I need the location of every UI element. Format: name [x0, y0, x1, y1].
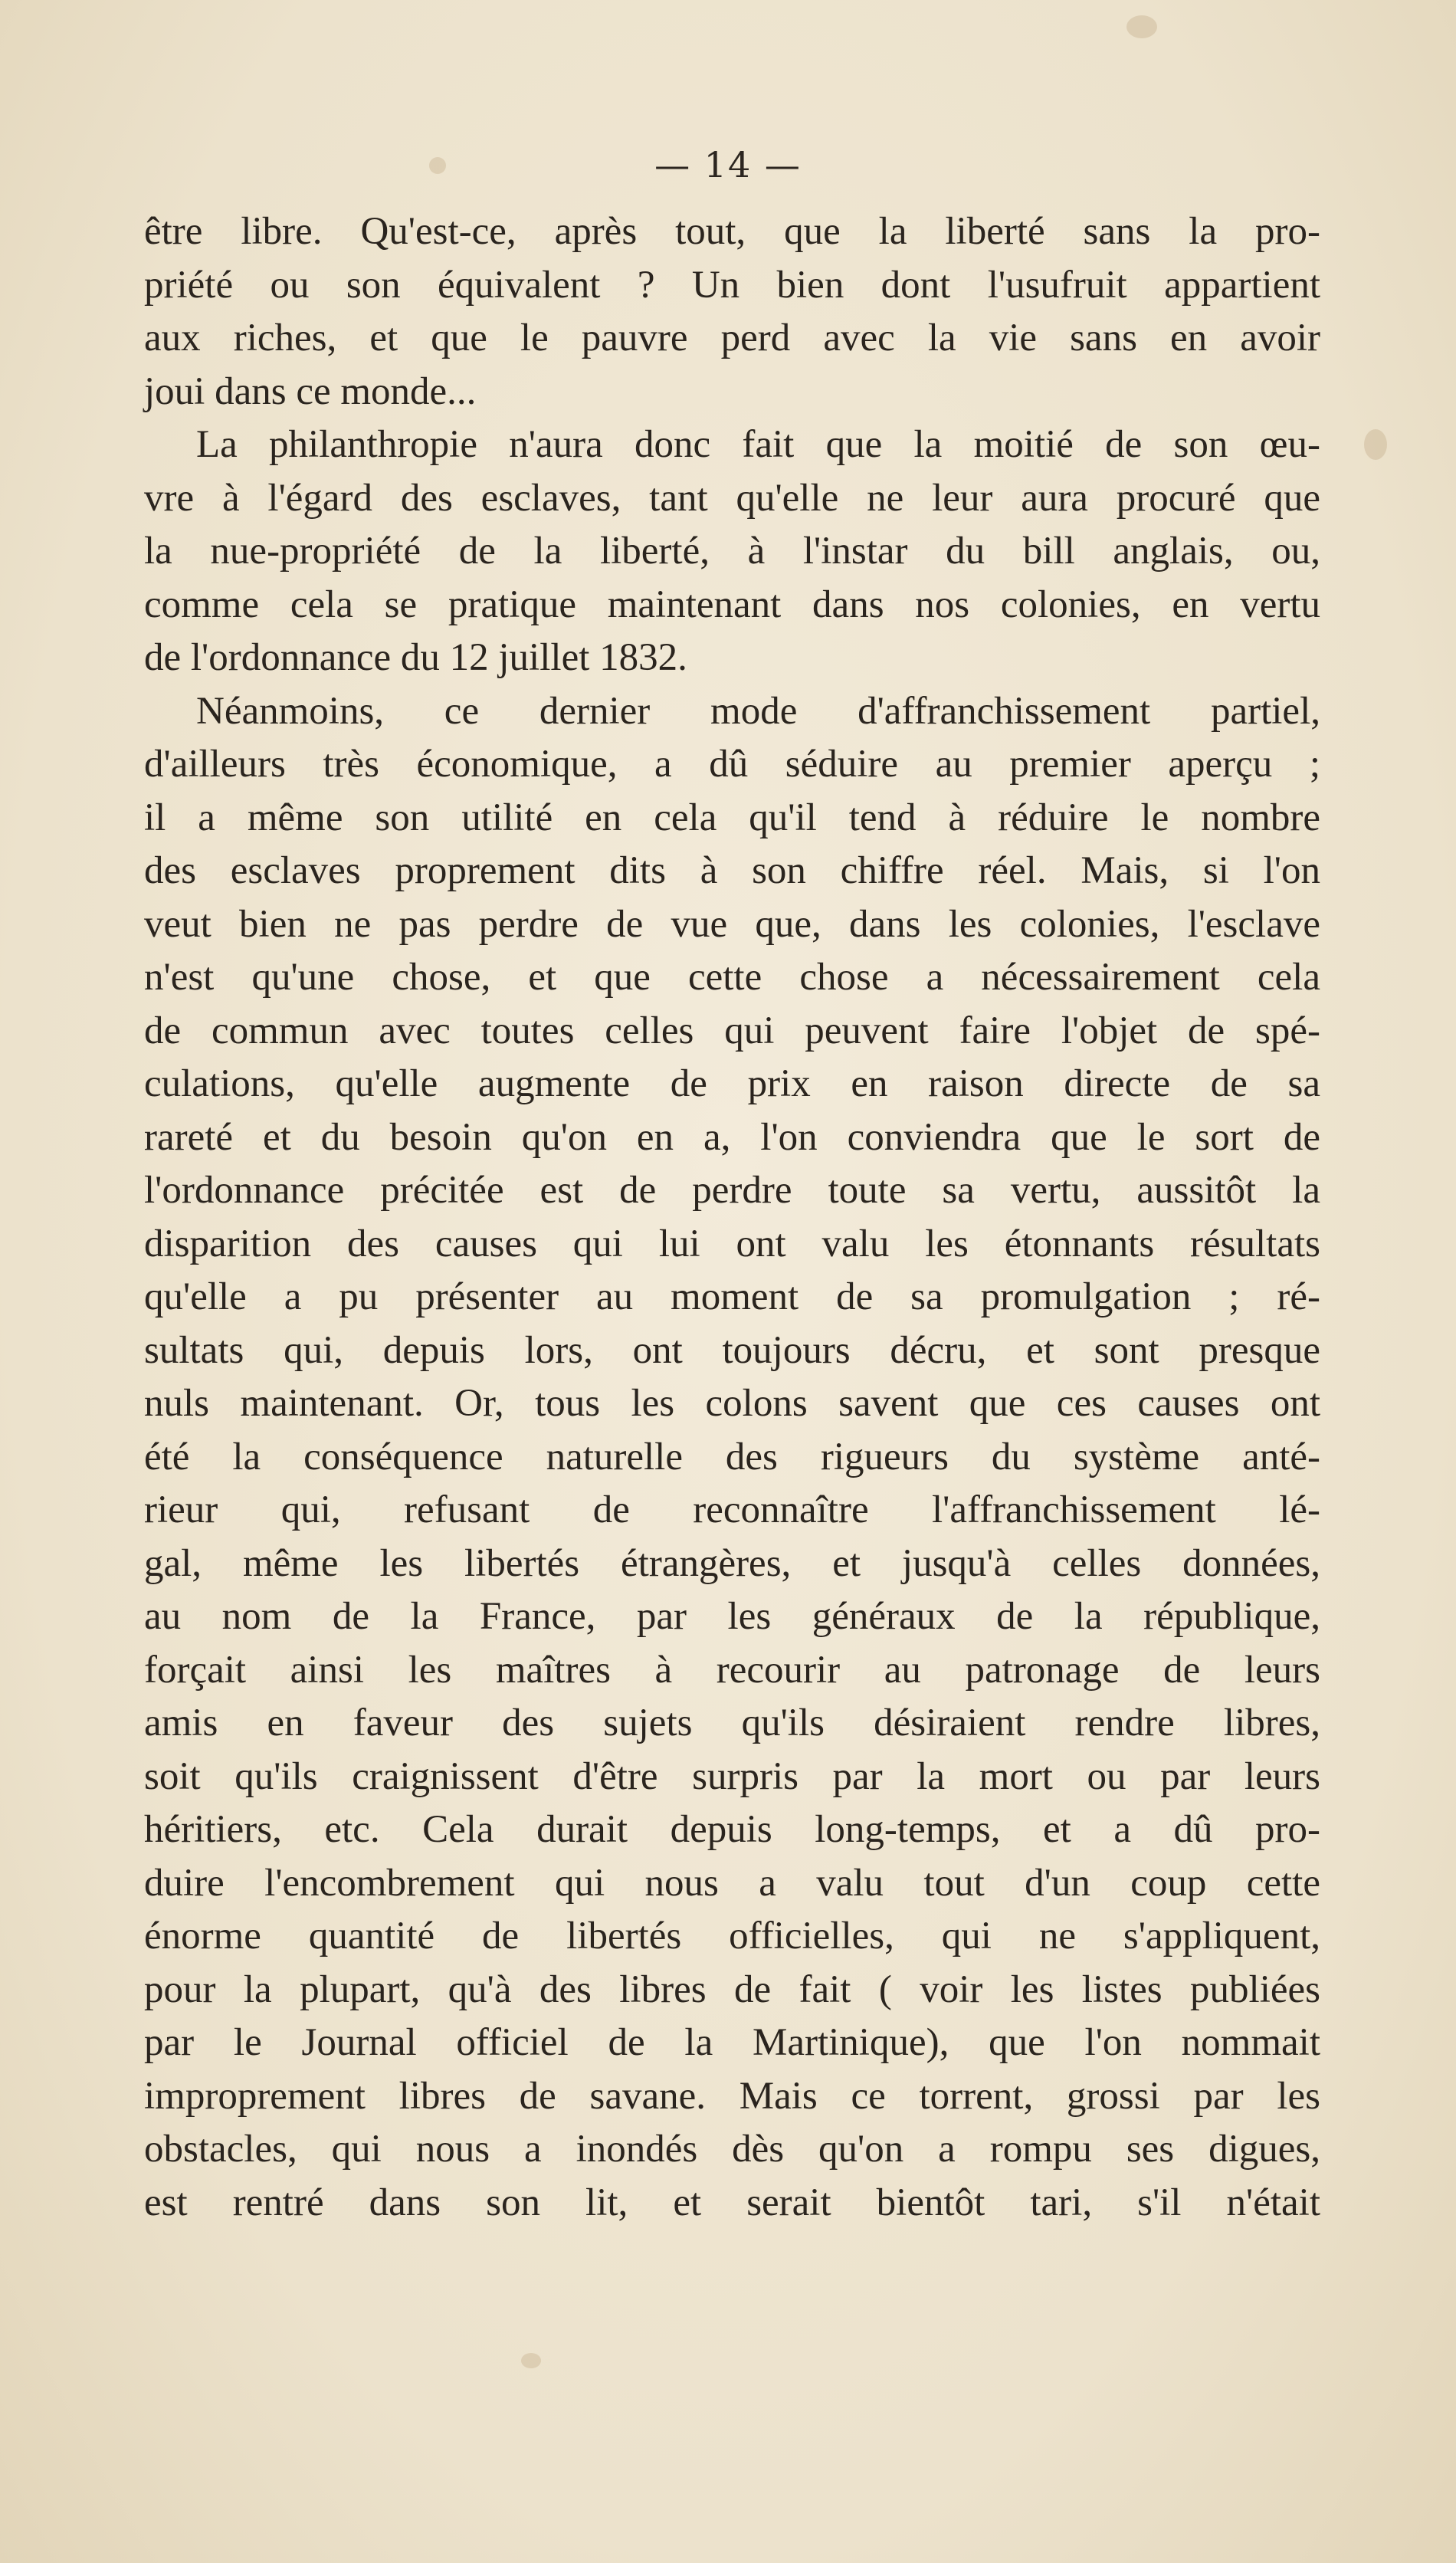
text-line: par le Journal officiel de la Martinique), que l'on nommait [144, 2021, 1320, 2064]
text-line: soit qu'ils craignissent d'être surpris par la mort ou par leurs [144, 1754, 1320, 1798]
text-line: est rentré dans son lit, et serait bientôt tari, s'il n'était [144, 2181, 1320, 2224]
body-text [144, 205, 1320, 2230]
text-line: énorme quantité de libertés officielles, qui ne s'appliquent, [144, 1915, 1320, 1958]
text-line: rareté et du besoin qu'on en a, l'on conviendra que le sort de [144, 1115, 1320, 1159]
paper-stain [521, 2353, 541, 2368]
text-line: forçait ainsi les maîtres à recourir au patronage de leurs [144, 1648, 1320, 1692]
text-line: des esclaves proprement dits à son chiffre réel. Mais, si l'on [144, 849, 1320, 892]
text-line: La philanthropie n'aura donc fait que la moitié de son œu- [196, 423, 1320, 466]
text-line: pour la plupart, qu'à des libres de fait ( voir les listes publiées [144, 1967, 1320, 2011]
text-line: duire l'encombrement qui nous a valu tout d'un coup cette [144, 1861, 1320, 1905]
text-line: improprement libres de savane. Mais ce torrent, grossi par les [144, 2074, 1320, 2118]
text-line: aux riches, et que le pauvre perd avec la vie sans en avoir [144, 317, 1320, 359]
text-line: héritiers, etc. Cela durait depuis long-temps, et a dû pro- [144, 1808, 1320, 1851]
text-line: Néanmoins, ce dernier mode d'affranchissement partiel, [196, 689, 1320, 733]
text-line: qu'elle a pu présenter au moment de sa promulgation ; ré- [144, 1275, 1320, 1318]
text-line: vre à l'égard des esclaves, tant qu'elle ne leur aura procuré que [144, 476, 1320, 520]
text-line: être libre. Qu'est-ce, après tout, que la liberté sans la pro- [144, 210, 1320, 253]
paper-stain [1126, 15, 1157, 38]
text-line: nuls maintenant. Or, tous les colons savent que ces causes ont [144, 1382, 1320, 1425]
text-line: été la conséquence naturelle des rigueurs du système anté- [144, 1435, 1320, 1478]
text-line: de commun avec toutes celles qui peuvent faire l'objet de spé- [144, 1009, 1320, 1052]
text-line: l'ordonnance précitée est de perdre toute sa vertu, aussitôt la [144, 1169, 1320, 1212]
text-line: comme cela se pratique maintenant dans nos colonies, en vertu [144, 582, 1320, 626]
paper-stain [1364, 429, 1387, 460]
text-line: gal, même les libertés étrangères, et jusqu'à celles données, [144, 1541, 1320, 1585]
text-line: d'ailleurs très économique, a dû séduire au premier aperçu ; [144, 743, 1320, 786]
text-line: obstacles, qui nous a inondés dès qu'on a rompu ses digues, [144, 2128, 1320, 2171]
text-line: n'est qu'une chose, et que cette chose a nécessairement cela [144, 956, 1320, 999]
text-line: de l'ordonnance du 12 juillet 1832. [144, 636, 687, 679]
text-line: au nom de la France, par les généraux de la république, [144, 1595, 1320, 1638]
page-number: — 14 — [654, 144, 802, 185]
text-line: la nue-propriété de la liberté, à l'instar du bill anglais, ou, [144, 530, 1320, 573]
text-line: sultats qui, depuis lors, ont toujours décru, et sont presque [144, 1328, 1320, 1372]
text-line: il a même son utilité en cela qu'il tend à réduire le nombre [144, 796, 1320, 839]
text-line: veut bien ne pas perdre de vue que, dans les colonies, l'esclave [144, 902, 1320, 946]
text-line: joui dans ce monde... [144, 369, 477, 413]
text-line: culations, qu'elle augmente de prix en raison directe de sa [144, 1062, 1320, 1105]
text-line: rieur qui, refusant de reconnaître l'affranchissement lé- [144, 1488, 1320, 1531]
text-line: priété ou son équivalent ? Un bien dont l'usufruit appartient [144, 263, 1320, 307]
text-line: disparition des causes qui lui ont valu les étonnants résultats [144, 1222, 1320, 1265]
text-line: amis en faveur des sujets qu'ils désiraient rendre libres, [144, 1702, 1320, 1744]
